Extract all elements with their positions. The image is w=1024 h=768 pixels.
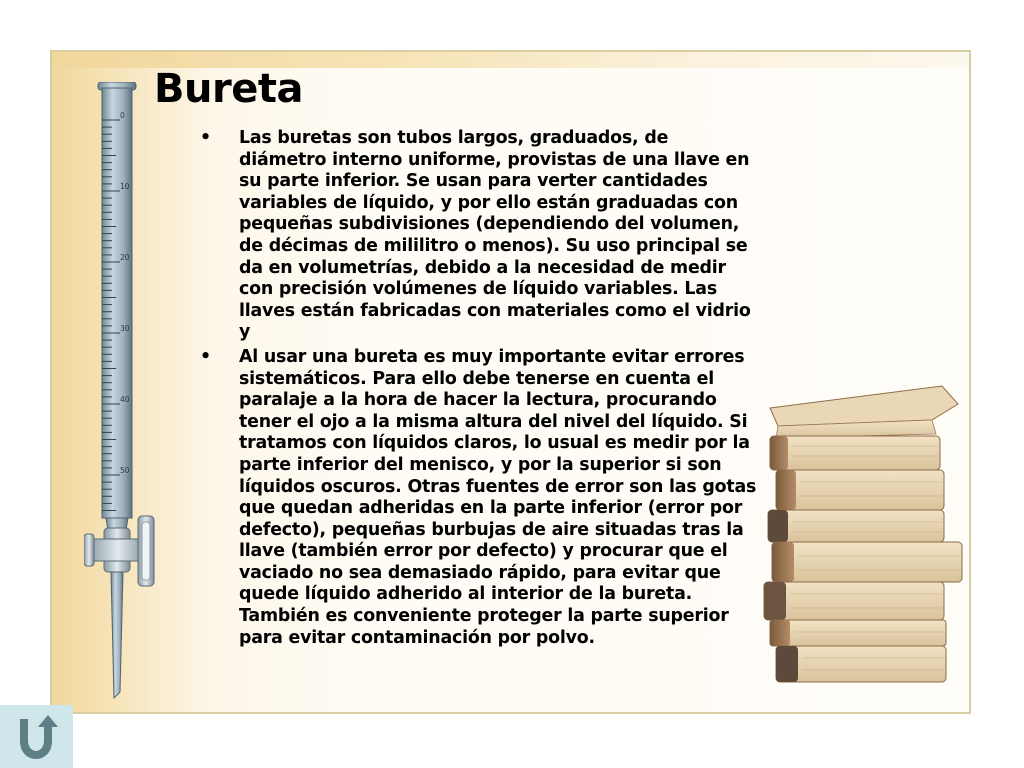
burette-scale-label: 0 [120, 111, 125, 120]
burette-scale-label: 50 [120, 466, 130, 475]
slide-title: Bureta [154, 66, 303, 112]
books-stack-illustration [762, 380, 964, 690]
bullet-marker: • [200, 346, 211, 367]
burette-scale-label: 20 [120, 253, 130, 262]
bullet-item-1 [200, 128, 760, 344]
bullet-item-2 [200, 347, 760, 649]
burette-scale-label: 40 [120, 395, 130, 404]
bullet-list [200, 128, 760, 649]
bullet-marker: • [200, 128, 211, 148]
burette-scale-label: 30 [120, 324, 130, 333]
burette-scale-label: 10 [120, 182, 130, 191]
bullet-text: Al usar una bureta es muy importante evitar errores sistemáticos. Para ello debe tenerse en cuenta el paralaje a la hora de hacer la lectura, procurando tener el ojo a la misma altura del nivel del líquido. Si tratamos con líquidos claros, lo usual es medir por la parte inferior del menisco, y por la superior si son líquidos oscuros. Otras fuentes de error son las gotas que quedan adheridas en la parte inferior (error por defecto), pequeñas burbujas de aire situadas tras la llave (también error por defecto) y procurar que el vaciado no sea demasiado rápido, para evitar que quede líquido adherido al interior de la bureta. También es conveniente proteger la parte superior para evitar contaminación por polvo. [239, 346, 757, 648]
back-navigation-button[interactable] [0, 705, 73, 768]
bullet-text: Las buretas son tubos largos, graduados, de diámetro interno uniforme, provistas de una llave en su parte inferior. Se usan para verter cantidades variables de líquido, y por ello están graduadas con pequeñas subdivisiones (dependiendo del volumen, de décimas de mililitro o menos). Su uso principal se da en volumetrías, debido a la necesidad de medir con precisión volúmenes de líquido variables. Las llaves están fabricadas con materiales como el vidrio y [239, 128, 751, 343]
burette-illustration [84, 82, 166, 702]
u-turn-back-icon [10, 713, 62, 761]
